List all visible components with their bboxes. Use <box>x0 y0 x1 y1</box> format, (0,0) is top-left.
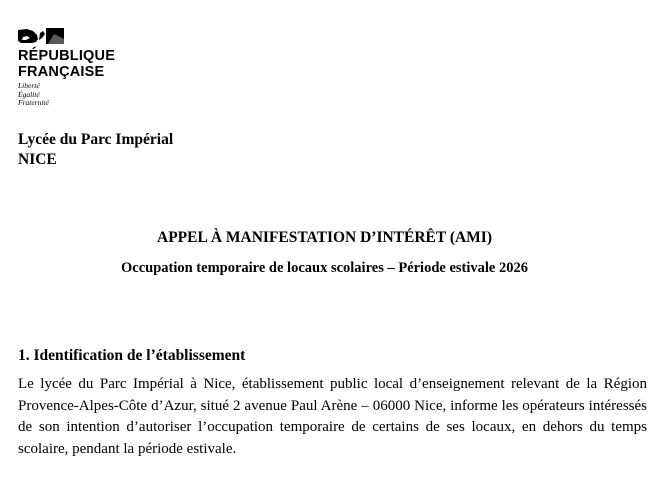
school-block <box>18 130 173 170</box>
document-subtitle: Occupation temporaire de locaux scolaires – Période estivale 2026 <box>120 260 528 276</box>
marianne-icon <box>18 28 64 44</box>
motto-liberte: Liberté <box>18 81 40 90</box>
school-city: NICE <box>18 151 57 168</box>
motto-egalite: Égalité <box>18 89 40 99</box>
school-name: Lycée du Parc Impérial <box>18 131 174 148</box>
section-heading: 1. Identification de l’établissement <box>18 347 246 364</box>
section-paragraph: Le lycée du Parc Impérial à Nice, établissement public local d’enseignement relevant de la Région Provence-Alpes-Côte d’Azur, situé 2 avenue Paul Arène – 06000 Nice, informe les opérateurs intéressés de son intention d’autoriser l’occupation temporaire de certains de ses locaux, en dehors du temps scolaire, pendant la période estivale. <box>18 376 647 457</box>
francaise-label: FRANÇAISE <box>18 64 105 80</box>
republique-francaise-logo <box>18 28 138 108</box>
document-title: APPEL À MANIFESTATION D’INTÉRÊT (AMI) <box>157 229 492 246</box>
republique-label: RÉPUBLIQUE <box>18 48 116 64</box>
motto <box>18 82 138 108</box>
motto-fraternite: Fraternité <box>18 98 49 108</box>
